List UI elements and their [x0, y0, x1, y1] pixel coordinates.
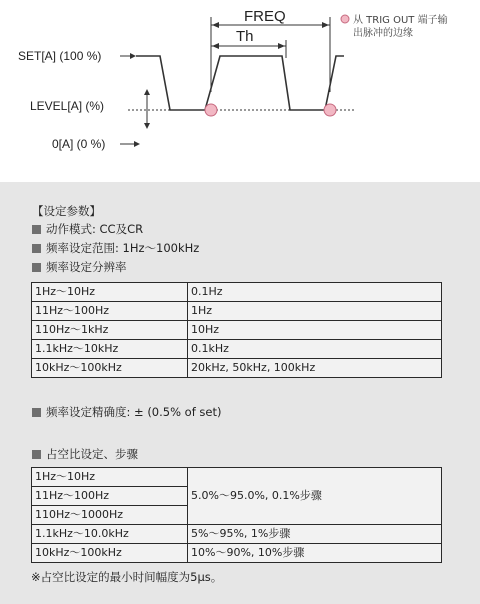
- bullet-square-icon: [32, 225, 41, 234]
- table-row: [32, 359, 442, 378]
- y-label-zero: 0[A] (0 %): [52, 137, 106, 151]
- resolution-range-cell: 11Hz～100Hz: [32, 302, 188, 321]
- spec-freq-range-text: 频率设定范围: 1Hz～100kHz: [46, 241, 200, 255]
- duty-range-cell: 1.1kHz～10.0kHz: [32, 525, 188, 544]
- table-row: [32, 468, 442, 487]
- spec-duty-heading: [32, 447, 138, 461]
- table-row: [32, 283, 442, 302]
- duty-range-cell: 1Hz～10Hz: [32, 468, 188, 487]
- freq-arrow-left: [212, 22, 219, 28]
- table-row: [32, 302, 442, 321]
- set-leader-arrow: [130, 53, 136, 59]
- freq-arrow-right: [322, 22, 329, 28]
- trig-marker-1: [205, 104, 217, 116]
- y-label-level: LEVEL[A] (%): [30, 99, 105, 113]
- level-arrow-up: [144, 89, 150, 95]
- spec-duty-heading-text: 占空比设定、步骤: [46, 447, 138, 461]
- spec-freq-range: [32, 241, 199, 255]
- resolution-range-cell: 1Hz～10Hz: [32, 283, 188, 302]
- spec-accuracy-text: 频率设定精确度: ± (0.5% of set): [46, 405, 222, 419]
- pulse-waveform-diagram: [0, 0, 480, 180]
- resolution-value-cell: 1Hz: [188, 302, 442, 321]
- legend-marker-icon: [341, 15, 349, 23]
- resolution-range-cell: 1.1kHz～10kHz: [32, 340, 188, 359]
- zero-leader-arrow: [134, 141, 140, 147]
- spec-title: 【设定参数】: [32, 204, 101, 218]
- spec-mode-text: 动作模式: CC及CR: [46, 222, 144, 236]
- th-arrow-right: [278, 43, 285, 49]
- table-row: [32, 525, 442, 544]
- pulse-waveform: [136, 56, 344, 110]
- spec-panel: [0, 182, 480, 604]
- freq-label: FREQ: [244, 8, 286, 25]
- duty-value-cell: 5%～95%, 1%步骤: [188, 525, 442, 544]
- spec-accuracy: [32, 405, 221, 419]
- table-row: [32, 340, 442, 359]
- duty-range-cell: 10kHz～100kHz: [32, 544, 188, 563]
- bullet-square-icon: [32, 408, 41, 417]
- duty-table: [31, 467, 442, 563]
- duty-range-cell: 11Hz～100Hz: [32, 487, 188, 506]
- bullet-square-icon: [32, 263, 41, 272]
- resolution-range-cell: 110Hz～1kHz: [32, 321, 188, 340]
- y-label-set: SET[A] (100 %): [18, 49, 102, 63]
- th-arrow-left: [212, 43, 219, 49]
- resolution-table: [31, 282, 442, 378]
- bullet-square-icon: [32, 450, 41, 459]
- duty-value-cell: 5.0%～95.0%, 0.1%步骤: [188, 468, 442, 525]
- resolution-value-cell: 0.1kHz: [188, 340, 442, 359]
- duty-value-cell: 10%～90%, 10%步骤: [188, 544, 442, 563]
- spec-resolution-heading-text: 频率设定分辨率: [46, 260, 127, 274]
- duty-footnote: ※占空比设定的最小时间幅度为5μs。: [31, 570, 223, 584]
- table-row: [32, 544, 442, 563]
- resolution-range-cell: 10kHz～100kHz: [32, 359, 188, 378]
- bullet-square-icon: [32, 244, 41, 253]
- table-row: [32, 321, 442, 340]
- resolution-value-cell: 10Hz: [188, 321, 442, 340]
- th-label: Th: [236, 28, 254, 45]
- level-arrow-down: [144, 123, 150, 129]
- legend-text-line1: 从 TRIG OUT 端子输: [353, 15, 448, 26]
- resolution-value-cell: 0.1Hz: [188, 283, 442, 302]
- resolution-value-cell: 20kHz, 50kHz, 100kHz: [188, 359, 442, 378]
- legend-text-line2: 出脉冲的边缘: [353, 28, 413, 39]
- spec-resolution-heading: [32, 260, 127, 274]
- duty-range-cell: 110Hz～1000Hz: [32, 506, 188, 525]
- spec-mode: [32, 222, 143, 236]
- trig-marker-2: [324, 104, 336, 116]
